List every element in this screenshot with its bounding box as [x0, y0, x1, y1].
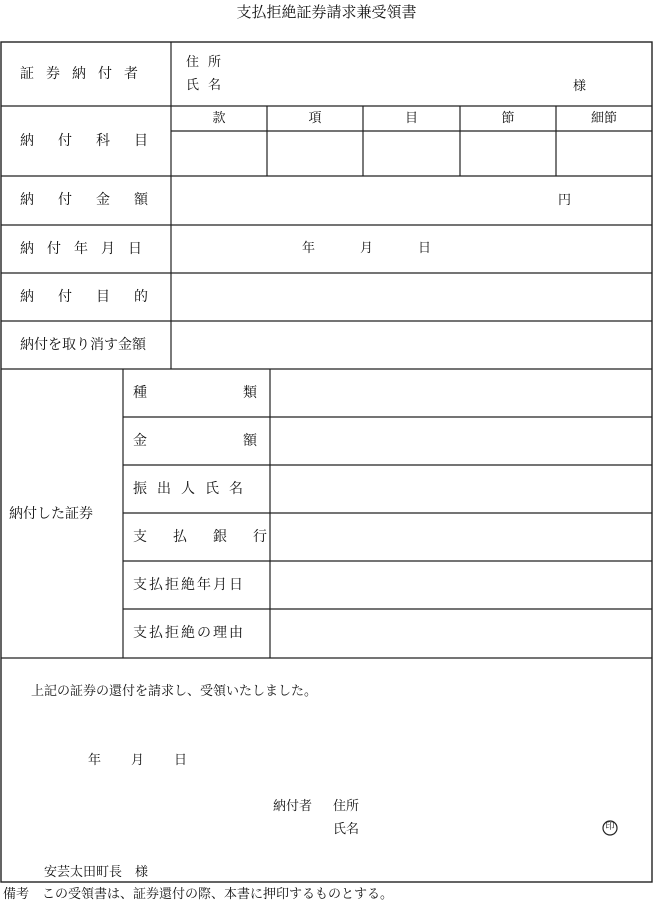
subject-col-moku: 目	[404, 111, 418, 126]
payment-date-year: 年	[302, 241, 316, 256]
payment-date-label: 納付年月日	[20, 241, 155, 257]
seal-mark: 印	[605, 822, 615, 832]
securities-row-refusal-date	[133, 578, 245, 592]
payer-honorific: 様	[573, 79, 587, 94]
signer-address-label: 住所	[333, 799, 360, 814]
payment-date-month: 月	[360, 241, 374, 256]
purpose-label: 納付目的	[20, 289, 172, 305]
sign-date-month: 月	[131, 753, 145, 768]
amount-label: 納付金額	[20, 192, 172, 208]
securities-row-refusal-reason	[133, 626, 245, 640]
cancel-amount-label: 納付を取り消す金額	[20, 337, 146, 353]
amount-unit: 円	[558, 193, 572, 208]
subject-col-kan: 款	[212, 111, 226, 126]
addressee: 安芸太田町長 様	[44, 865, 149, 880]
payer-label-text: 証券納付者	[20, 66, 150, 82]
note: 備考 この受領書は、証券還付の際、本書に押印するものとする。	[3, 887, 394, 902]
securities-row-drawer-label: 振出人氏名	[133, 481, 253, 497]
securities-row-kind-label: 種類	[133, 385, 353, 401]
securities-row-drawer	[133, 482, 253, 496]
securities-row-kind	[133, 386, 353, 400]
signer-payer-label: 納付者	[273, 799, 313, 814]
subject-col-saisetsu: 細節	[590, 111, 617, 126]
sign-date-year: 年	[88, 753, 102, 768]
page-title: 支払拒絶証券請求兼受領書	[236, 3, 417, 21]
subject-col-setsu: 節	[501, 111, 515, 126]
securities-row-bank-label: 支払銀行	[133, 529, 293, 545]
securities-row-amount-label: 金額	[133, 433, 353, 449]
securities-label: 納付した証券	[9, 506, 93, 522]
securities-row-amount	[133, 434, 353, 448]
signer-name-label: 氏名	[333, 822, 360, 837]
securities-row-refusal-reason-label: 支払拒絶の理由	[133, 625, 245, 641]
subject-col-kou: 項	[308, 111, 322, 126]
payer-label	[20, 67, 153, 81]
securities-row-bank	[133, 530, 293, 544]
payment-date-day: 日	[418, 241, 432, 256]
statement-text: 上記の証券の還付を請求し、受領いたしました。	[31, 684, 318, 699]
payer-name-label: 氏名	[186, 78, 231, 93]
subject-label: 納付科目	[20, 133, 172, 149]
securities-row-refusal-date-label: 支払拒絶年月日	[133, 577, 245, 593]
payer-address-label: 住所	[186, 55, 231, 70]
sign-date-day: 日	[174, 753, 188, 768]
